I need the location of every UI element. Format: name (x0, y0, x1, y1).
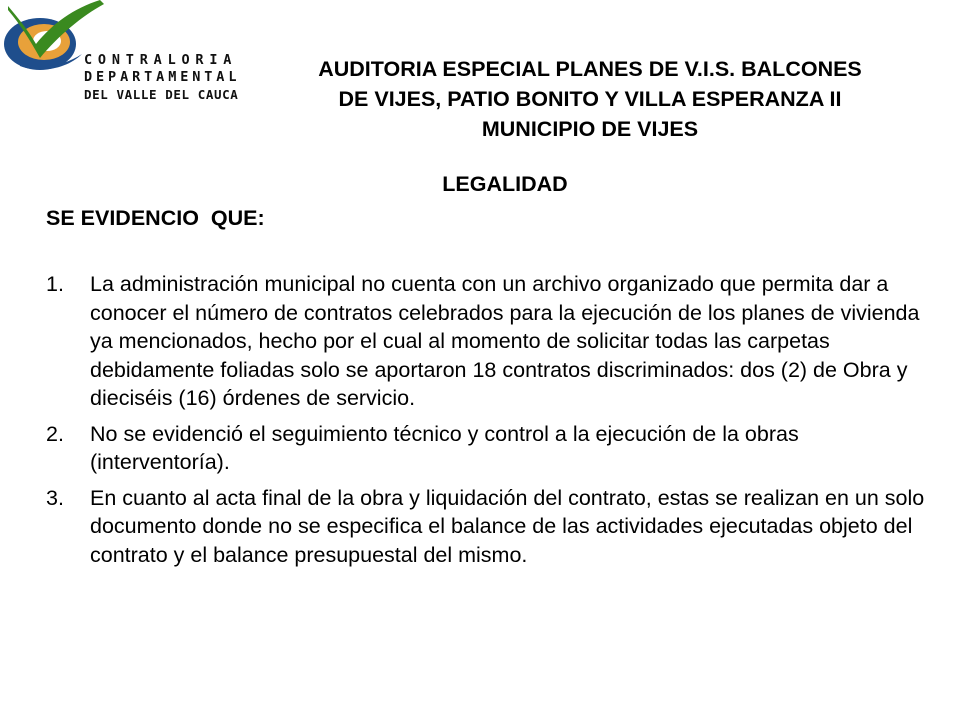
finding-number: 2. (46, 421, 64, 446)
finding-number: 3. (46, 485, 64, 510)
title-line-1: AUDITORIA ESPECIAL PLANES DE V.I.S. BALCONES (318, 57, 862, 81)
finding-text: No se evidenció el seguimiento técnico y control a la ejecución de la obras (interventoría). (90, 421, 799, 474)
findings-list (46, 270, 926, 576)
logo-line-2: DEPARTAMENTAL (84, 69, 241, 85)
section-heading: LEGALIDAD (442, 172, 568, 196)
finding-text: En cuanto al acta final de la obra y liquidación del contrato, estas se realizan en un solo documento donde no se especifica el balance de las actividades ejecutadas objeto del contrato y el balance presupuestal del mismo. (90, 485, 925, 567)
logo-line-1: CONTRALORIA (84, 52, 238, 68)
logo-line-3: DEL VALLE DEL CAUCA (84, 87, 239, 102)
title-line-3: MUNICIPIO DE VIJES (481, 117, 699, 141)
finding-item (46, 270, 926, 413)
finding-item (46, 420, 926, 477)
finding-item (46, 484, 926, 570)
contraloria-logo (0, 0, 241, 115)
page-title (240, 54, 940, 144)
intro-statement: SE EVIDENCIO QUE: (46, 206, 265, 230)
finding-number: 1. (46, 272, 64, 296)
finding-text: La administración municipal no cuenta con un archivo organizado que permita dar a conocer el número de contratos celebrados para la ejecución de los planes de vivienda ya mencionados, hecho por el cual al momento de solicitar todas las carpetas debidamente foliadas solo se aportaron 18 contratos discriminados: dos (2) de Obra y dieciséis (16) órdenes de servicio. (90, 272, 920, 410)
logo-wordmark (84, 52, 240, 103)
title-line-2: DE VIJES, PATIO BONITO Y VILLA ESPERANZA II (338, 87, 842, 111)
